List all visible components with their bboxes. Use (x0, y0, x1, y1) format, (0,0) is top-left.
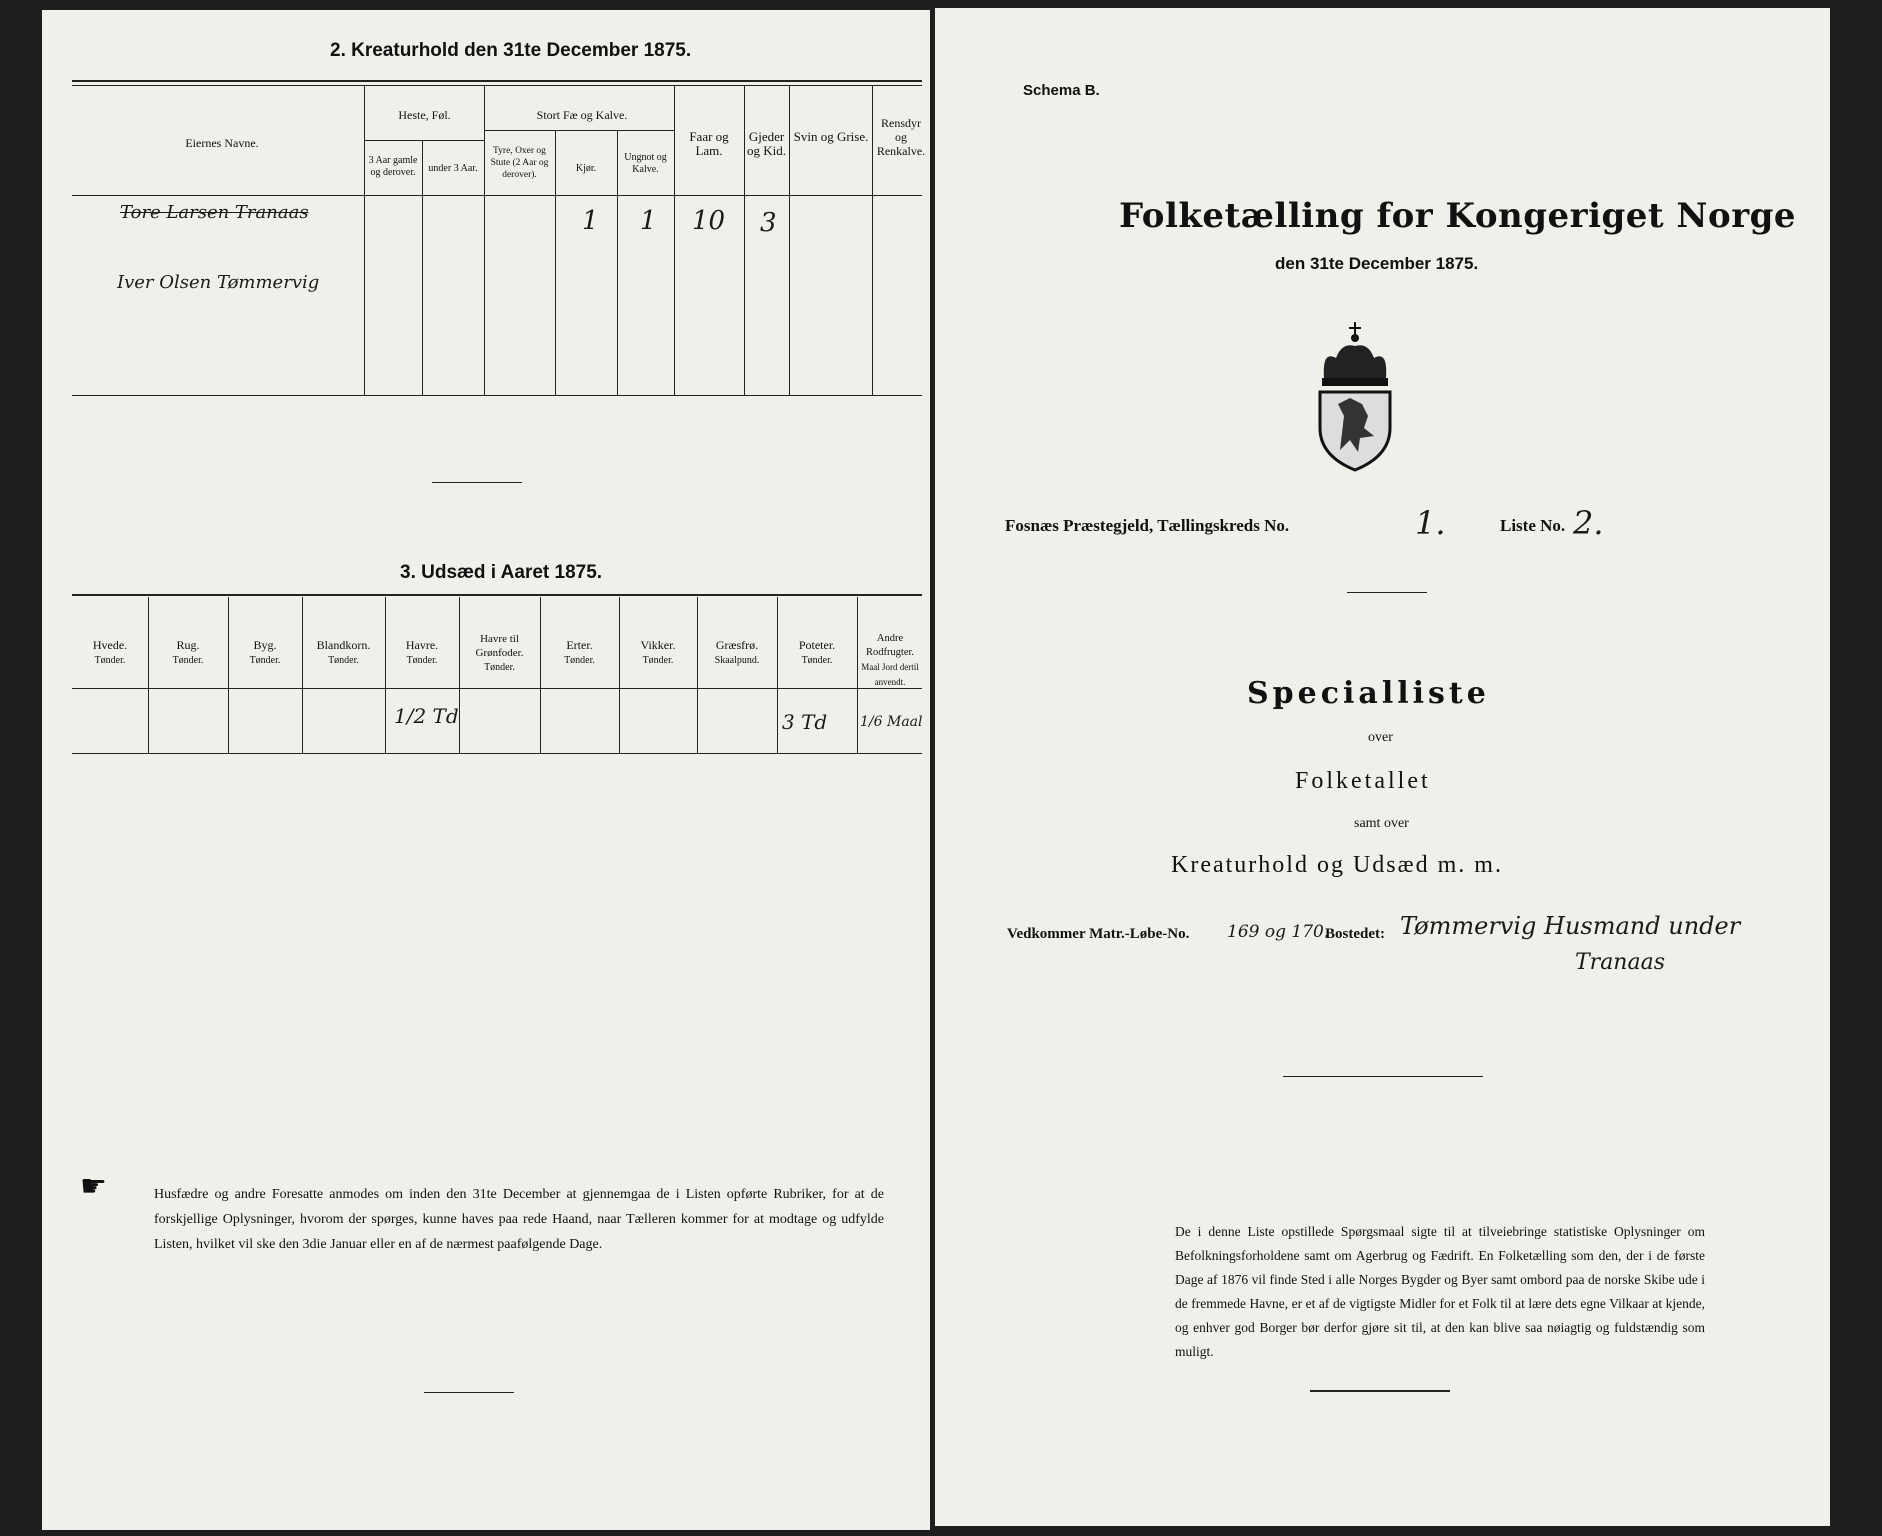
over-text: over (1368, 730, 1393, 745)
hdr-tyre-oxer: Tyre, Oxer og Stute (2 Aar og derover). (490, 146, 549, 180)
specialliste-title: Specialliste (1247, 676, 1490, 711)
divider-right-3 (1310, 1390, 1450, 1392)
crop-hdr-graesfro: Græsfrø. Skaalpund. (714, 638, 760, 666)
crop-hdr-havre-gronfoder: Havre til Grønfoder. Tønder. (475, 633, 524, 673)
matr-no: 169 og 170. (1227, 922, 1330, 942)
kreaturhold-text: Kreaturhold og Udsæd m. m. (1171, 852, 1503, 878)
hdr-eiernes-navne: Eiernes Navne. (185, 136, 259, 150)
val-kjor: 1 (582, 206, 599, 236)
val-faar: 10 (692, 206, 726, 236)
hdr-ungnot: Ungnot og Kalve. (624, 152, 667, 175)
crop-hdr-andre: Andre Rodfrugter. Maal Jord dertil anvendt. (861, 633, 919, 687)
samt-over-text: samt over (1354, 816, 1409, 831)
divider-right-1 (1347, 592, 1427, 593)
notice-text: Husfædre og andre Foresatte anmodes om inden den 31te December at gjennemgaa de i Listen opførte Rubriker, for at de forskjellige Oplysninger, hvorom der spørges, kunne haves paa rede Haand, naar Tælleren kommer for at modtage og udfylde Listen, hvilket vil ske den 3die Januar eller en af de nærmest paafølgende Dage. (154, 1187, 884, 1252)
hdr-heste-fol: Heste, Føl. (398, 108, 451, 122)
crop-hdr-blandkorn: Blandkorn. Tønder. (316, 638, 371, 666)
coat-of-arms-icon (1310, 320, 1400, 472)
hdr-under-3aar: under 3 Aar. (428, 163, 478, 174)
crop-hdr-hvede: Hvede. Tønder. (92, 638, 128, 666)
right-page (935, 8, 1830, 1526)
owner-1: Tore Larsen Tranaas (120, 202, 309, 223)
matr-label: Vedkommer Matr.-Løbe-No. (1007, 926, 1190, 942)
divider (432, 482, 522, 483)
crop-hdr-erter: Erter. Tønder. (564, 638, 595, 666)
folketallet-text: Folketallet (1295, 768, 1431, 794)
hdr-heste-3aar: 3 Aar gamle og derover. (368, 155, 418, 178)
divider-bottom (424, 1392, 514, 1393)
kreds-no: 1. (1415, 504, 1446, 542)
bostedet-value: Tømmervig Husmand under (1400, 912, 1741, 940)
main-title: Folketælling for Kongeriget Norge (1119, 196, 1797, 236)
hdr-rensdyr: Rensdyr og Renkalve. (876, 116, 926, 158)
hdr-kjor: Kjør. (575, 163, 597, 174)
crop-hdr-havre: Havre. Tønder. (405, 638, 439, 666)
crop-hdr-byg: Byg. Tønder. (249, 638, 281, 666)
crop-val-andre: 1/6 Maal (860, 714, 923, 730)
crop-val-havre: 1/2 Td (394, 704, 459, 728)
left-page (42, 10, 930, 1530)
parish-label: Fosnæs Præstegjeld, Tællingskreds No. (1005, 516, 1290, 535)
schema-label: Schema B. (1023, 82, 1100, 99)
bostedet-value-2: Tranaas (1575, 950, 1665, 975)
crop-val-poteter: 3 Td (782, 710, 828, 734)
hdr-faar-lam: Faar og Lam. (689, 129, 729, 158)
crop-hdr-vikker: Vikker. Tønder. (640, 638, 676, 666)
date-line: den 31te December 1875. (1275, 254, 1479, 273)
section3-title: 3. Udsæd i Aaret 1875. (400, 562, 603, 583)
divider-right-2 (1283, 1076, 1483, 1077)
crop-hdr-poteter: Poteter. Tønder. (798, 638, 836, 666)
val-ungnot: 1 (640, 206, 657, 236)
owner-2: Iver Olsen Tømmervig (117, 272, 320, 293)
hdr-stort-fae: Stort Fæ og Kalve. (536, 108, 628, 122)
val-gjeder: 3 (760, 208, 777, 238)
section2-title: 2. Kreaturhold den 31te December 1875. (330, 40, 692, 61)
hdr-gjeder-kid: Gjeder og Kid. (747, 129, 786, 158)
pointing-hand-icon: ☛ (80, 1169, 107, 1204)
intro-text: De i denne Liste opstillede Spørgsmaal sigte til at tilveiebringe statistiske Oplysninger om Befolkningsforholdene samt om Agerbrug og Fædrift. En Folketælling som den, der i de første Dage af 1876 vil finde Sted i alle Norges Bygder og Byer samt ombord paa de norske Skibe ude i de fremmede Havne, er et af de vigtigste Midler for et Folk til at lære dets egne Vilkaar at kjende, og enhver god Borger bør derfor gjøre sit til, at den kan blive saa nøiagtig og fuldstændig som muligt. (1175, 1224, 1705, 1359)
crop-hdr-rug: Rug. Tønder. (172, 638, 204, 666)
liste-label: Liste No. (1500, 516, 1566, 535)
hdr-svin-grise: Svin og Grise. (793, 129, 869, 144)
liste-no: 2. (1573, 504, 1604, 542)
bostedet-label: Bostedet: (1325, 926, 1385, 942)
